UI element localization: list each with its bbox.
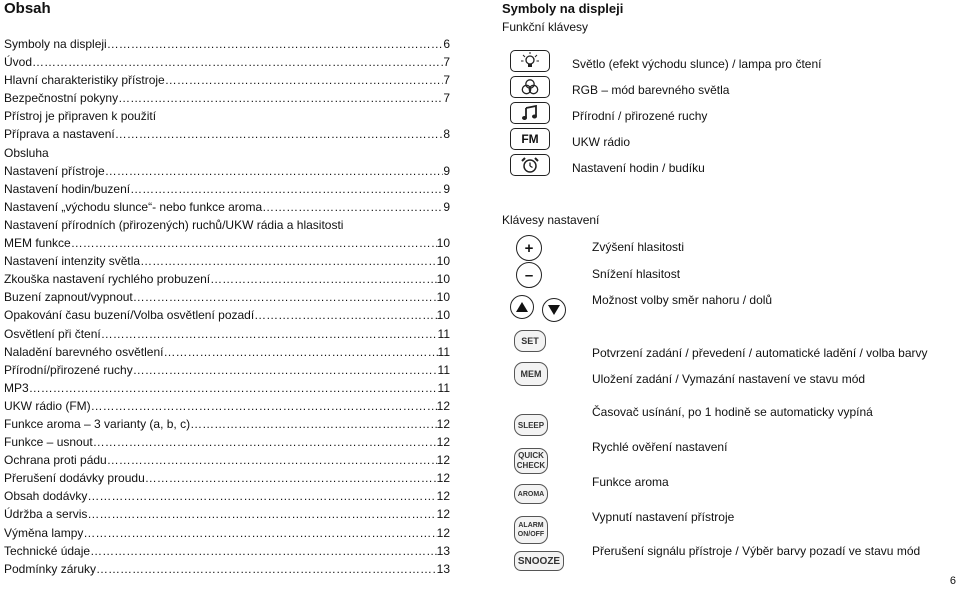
toc-entry: [4, 107, 450, 125]
function-key-label: RGB – mód barevného světla: [572, 83, 730, 97]
toc-leader: [190, 415, 437, 433]
alarm-clock-icon: [510, 154, 550, 176]
setting-key-label: Rychlé ověření nastavení: [592, 440, 728, 454]
lamp-icon: [510, 50, 550, 72]
toc-entry: [4, 89, 450, 107]
toc-entry: [4, 144, 450, 162]
toc-leader: [107, 35, 444, 53]
toc-leader: [133, 361, 438, 379]
toc-entry-page: 10: [436, 236, 450, 251]
toc-entry-page: 12: [436, 525, 450, 540]
toc-leader: [105, 162, 444, 180]
toc-entry-page: 9: [443, 163, 450, 178]
aroma-button-icon: AROMA: [514, 484, 548, 504]
setting-keys-heading: Klávesy nastavení: [502, 213, 600, 227]
toc-entry-label: Naladění barevného osvětlení: [4, 344, 164, 359]
toc-entry-label: Opakování času buzení/Volba osvětlení pozadí: [4, 308, 255, 323]
toc-entry: [4, 306, 450, 324]
toc-entry: [4, 288, 450, 306]
toc-entry-page: 7: [443, 55, 450, 70]
toc-leader: [29, 379, 438, 397]
setting-key-label: Uložení zadání / Vymazání nastavení ve stavu mód: [592, 372, 866, 386]
alarm-onoff-button-icon: ALARM ON/OFF: [514, 516, 548, 544]
toc-entry-label: Přístroj je připraven k použití: [4, 109, 157, 124]
toc-entry-label: Obsluha: [4, 145, 49, 160]
setting-key-label: Možnost volby směr nahoru / dolů: [592, 293, 773, 307]
toc-entry-page: 7: [443, 91, 450, 106]
toc-entry: [4, 505, 450, 523]
toc-entry: [4, 379, 450, 397]
toc-entry-label: Nastavení intenzity světla: [4, 254, 141, 269]
toc-entry: [4, 487, 450, 505]
toc-entry: [4, 71, 450, 89]
toc-entry-label: Funkce – usnout: [4, 435, 93, 450]
toc-leader: [87, 505, 436, 523]
toc-leader: [115, 125, 444, 143]
toc-leader: [107, 451, 437, 469]
setting-key-label: Funkce aroma: [592, 475, 669, 489]
sleep-button-icon: SLEEP: [514, 414, 548, 436]
setting-key-label: Přerušení signálu přístroje / Výběr barvy pozadí ve stavu mód: [592, 544, 921, 558]
toc-entry-label: Nastavení „východu slunce“- nebo funkce aroma: [4, 199, 263, 214]
setting-key-label: Vypnutí nastavení přístroje: [592, 510, 735, 524]
function-key-label: Přírodní / přirozené ruchy: [572, 109, 708, 123]
function-keys-heading: Funkční klávesy: [502, 20, 589, 34]
toc-leader: [91, 397, 437, 415]
toc-title: Obsah: [4, 0, 51, 17]
toc-entry-label: Přerušení dodávky proudu: [4, 471, 145, 486]
toc-entry: [4, 35, 450, 53]
function-key-label: Nastavení hodin / budíku: [572, 161, 705, 175]
toc-leader: [163, 343, 437, 361]
toc-entry-label: Bezpečnostní pokyny: [4, 91, 119, 106]
toc-entry: [4, 125, 450, 143]
toc-leader: [118, 89, 443, 107]
toc-leader: [130, 180, 443, 198]
toc-entry-page: 12: [436, 507, 450, 522]
arrow-down-icon: [542, 298, 566, 322]
toc-entry: [4, 469, 450, 487]
set-button-icon: SET: [514, 330, 546, 352]
toc-entry-page: 10: [436, 308, 450, 323]
toc-entry-label: Zkouška nastavení rychlého probuzení: [4, 272, 211, 287]
toc-entry-page: 12: [436, 471, 450, 486]
toc-entry-page: 13: [436, 543, 450, 558]
setting-key-label: Snížení hlasitost: [592, 267, 681, 281]
toc-entry-page: 12: [436, 453, 450, 468]
toc-entry-label: Nastavení přírodních (přirozených) ruchů/UKW rádia a hlasitosti: [4, 217, 344, 232]
function-key-label: Světlo (efekt východu slunce) / lampa pro čtení: [572, 57, 822, 71]
toc-entry-label: Osvětlení při čtení: [4, 326, 101, 341]
toc-leader: [96, 560, 437, 578]
toc-leader: [210, 270, 437, 288]
toc-entry-page: 12: [436, 489, 450, 504]
toc-entry-label: Nastavení hodin/buzení: [4, 181, 131, 196]
toc-entry-label: UKW rádio (FM): [4, 398, 91, 413]
toc-entry-label: Přírodní/přirozené ruchy: [4, 362, 133, 377]
toc-leader: [165, 71, 444, 89]
toc-entry: [4, 433, 450, 451]
toc-leader: [93, 433, 437, 451]
toc-leader: [90, 542, 437, 560]
rgb-icon: [510, 76, 550, 98]
toc-entry-page: 12: [436, 435, 450, 450]
toc-entry-label: Hlavní charakteristiky přístroje: [4, 73, 165, 88]
toc-leader: [71, 234, 437, 252]
toc-entry-label: Symboly na displeji: [4, 37, 107, 51]
quick-check-button-icon: QUICK CHECK: [514, 448, 548, 474]
toc-entry-page: 9: [443, 199, 450, 214]
plus-icon: +: [516, 235, 542, 261]
toc-leader: [254, 306, 436, 324]
toc-entry: [4, 216, 450, 234]
toc-entry-label: Obsah dodávky: [4, 489, 88, 504]
toc-entry-page: 11: [437, 344, 450, 359]
toc-entry-page: 11: [437, 380, 450, 395]
toc-entry-label: Buzení zapnout/vypnout: [4, 290, 133, 305]
arrow-up-icon: [510, 295, 534, 319]
toc-entry: [4, 343, 450, 361]
toc-entry: [4, 451, 450, 469]
toc-entry: [4, 234, 450, 252]
toc-entry-label: Podmínky záruky: [4, 561, 97, 576]
toc-entry-label: Příprava a nastavení: [4, 127, 115, 142]
toc-entry-label: Technické údaje: [4, 543, 91, 558]
toc-entry: [4, 560, 450, 578]
symbols-title: Symboly na displeji: [502, 1, 624, 16]
toc-entry-page: 11: [437, 362, 450, 377]
toc-entry-label: Úvod: [4, 55, 33, 70]
toc-entry-page: 12: [436, 398, 450, 413]
page-number: 6: [949, 575, 956, 587]
toc-entry-label: Nastavení přístroje: [4, 163, 105, 178]
toc-leader: [262, 198, 443, 216]
toc-leader: [133, 288, 437, 306]
toc-entry: [4, 524, 450, 542]
toc-entry: [4, 397, 450, 415]
toc-entry: [4, 198, 450, 216]
toc-entry-page: 7: [443, 73, 450, 88]
toc-entry: [4, 325, 450, 343]
toc-entry-page: 10: [436, 254, 450, 269]
snooze-button-icon: SNOOZE: [514, 551, 564, 571]
toc-entry-label: Údržba a servis: [4, 507, 88, 522]
toc-entry: [4, 162, 450, 180]
function-key-label: UKW rádio: [572, 135, 631, 149]
toc-list: [4, 35, 450, 578]
toc-entry-label: Ochrana proti pádu: [4, 453, 107, 468]
toc-entry-label: MEM funkce: [4, 236, 71, 251]
toc-entry: [4, 270, 450, 288]
toc-entry: [4, 361, 450, 379]
toc-leader: [83, 524, 436, 542]
toc-entry-page: 10: [436, 290, 450, 305]
toc-entry-page: 9: [443, 181, 450, 196]
toc-entry-page: 13: [436, 561, 450, 576]
fm-icon: FM: [510, 128, 550, 150]
toc-entry-label: Výměna lampy: [4, 525, 84, 540]
setting-key-label: Potvrzení zadání / převedení / automatické ladění / volba barvy: [592, 346, 928, 360]
toc-entry-page: 12: [436, 416, 450, 431]
toc-leader: [101, 325, 438, 343]
toc-entry: [4, 53, 450, 71]
toc-leader: [32, 53, 443, 71]
toc-entry-label: MP3: [4, 380, 29, 395]
mem-button-icon: MEM: [514, 362, 548, 386]
minus-icon: –: [516, 262, 542, 288]
toc-entry: [4, 180, 450, 198]
toc-entry-page: 10: [436, 272, 450, 287]
toc-entry: [4, 252, 450, 270]
toc-entry-label: Funkce aroma – 3 varianty (a, b, c): [4, 416, 191, 431]
toc-entry-page: 8: [443, 127, 450, 142]
toc-entry: [4, 542, 450, 560]
setting-key-label: Zvýšení hlasitosti: [592, 240, 685, 254]
toc-leader: [87, 487, 436, 505]
toc-leader: [140, 252, 437, 270]
toc-entry-page: 11: [437, 326, 450, 341]
music-note-icon: [510, 102, 550, 124]
toc-entry: [4, 415, 450, 433]
setting-key-label: Časovač usínání, po 1 hodině se automaticky vypíná: [592, 405, 873, 419]
toc-leader: [145, 469, 437, 487]
toc-entry-page: 6: [443, 37, 450, 51]
